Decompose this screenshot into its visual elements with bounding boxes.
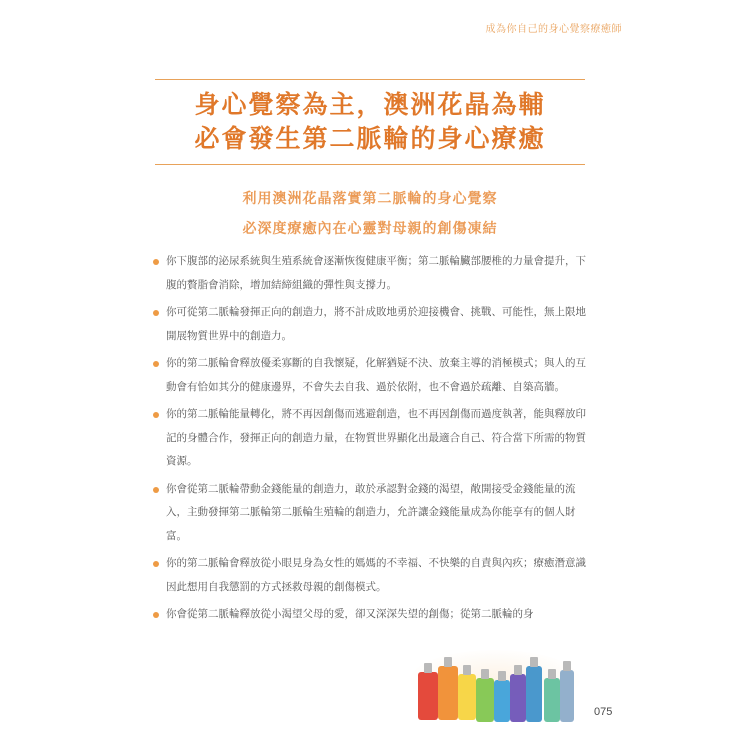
- list-item-text: 你會從第二脈輪帶動金錢能量的創造力，敢於承認對金錢的渴望，敞開接受金錢能量的流入，主動發揮第二脈輪第二脈輪生殖輪的創造力，允許讓金錢能量成為你能享有的個人財富。: [166, 482, 576, 542]
- essence-bottle: [510, 674, 526, 722]
- bottle-cap: [463, 665, 471, 675]
- list-item-text: 你的第二脈輪會釋放從小眼見身為女性的媽媽的不幸福、不快樂的自責與內疚；療癒潛意識因此想用自我懲罰的方式拯救母親的創傷模式。: [166, 557, 586, 593]
- bottle-cap: [563, 661, 571, 671]
- bottle-cap: [514, 665, 522, 675]
- list-item: [150, 250, 590, 297]
- list-item: [150, 403, 590, 474]
- essence-bottle: [494, 680, 510, 722]
- list-item-text: 你可從第二脈輪發揮正向的創造力，將不計成敗地勇於迎接機會、挑戰、可能性，無上限地開展物質世界中的創造力。: [166, 306, 586, 342]
- essence-bottle: [438, 666, 458, 720]
- bullet-dot-icon: [153, 561, 159, 567]
- list-item-text: 你的第二脈輪能量轉化，將不再因創傷而逃避創造，也不再因創傷而過度執著，能與釋放印記的身體合作，發揮正向的創造力量，在物質世界顯化出最適合自己、符合當下所需的物質資源。: [166, 408, 586, 467]
- bottle-cap: [481, 669, 489, 679]
- list-item: [150, 603, 590, 627]
- bottle-cap: [530, 657, 538, 667]
- list-item: [150, 478, 590, 549]
- essence-bottle: [526, 666, 542, 722]
- chapter-title-line-1: 身心覺察為主，澳洲花晶為輔: [194, 90, 546, 119]
- bottle-cap: [548, 669, 556, 679]
- list-item-text: 你的第二脈輪會釋放優柔寡斷的自我懷疑，化解猶疑不決、放棄主導的消極模式；與人的互動會有恰如其分的健康邊界，不會失去自我、過於依附，也不會過於疏離、自築高牆。: [166, 357, 586, 393]
- bullet-dot-icon: [153, 259, 159, 265]
- bullet-dot-icon: [153, 412, 159, 418]
- essence-bottle: [476, 678, 494, 722]
- bullet-dot-icon: [153, 310, 159, 316]
- list-item-text: 你會從第二脈輪釋放從小渴望父母的愛，卻又深深失望的創傷；從第二脈輪的身: [166, 608, 534, 620]
- list-item: [150, 352, 590, 399]
- bullet-dot-icon: [153, 361, 159, 367]
- list-item-text: 你下腹部的泌尿系統與生殖系統會逐漸恢復健康平衡；第二脈輪臟部腰椎的力量會提升，下腹的贅脂會消除，增加結締組織的彈性與支撐力。: [166, 255, 586, 291]
- bottle-cap: [498, 671, 506, 681]
- chapter-title-block: [155, 79, 585, 165]
- essence-bottle: [458, 674, 476, 720]
- subtitle-line-1: 利用澳洲花晶落實第二脈輪的身心覺察: [242, 191, 498, 207]
- bottle-cap: [444, 657, 452, 667]
- running-header: 成為你自己的身心覺察療癒師: [485, 24, 622, 35]
- chapter-title-line-2: 必會發生第二脈輪的身心療癒: [194, 124, 546, 153]
- flower-essence-bottles-image: [400, 650, 580, 730]
- benefit-list: [150, 250, 590, 631]
- bottle-cap: [424, 663, 432, 673]
- essence-bottle: [560, 670, 574, 722]
- essence-bottle: [418, 672, 438, 720]
- essence-bottle: [544, 678, 560, 722]
- bullet-dot-icon: [153, 612, 159, 618]
- subtitle-line-2: 必深度療癒內在心靈對母親的創傷凍結: [242, 221, 498, 237]
- bullet-dot-icon: [153, 487, 159, 493]
- list-item: [150, 552, 590, 599]
- list-item: [150, 301, 590, 348]
- page-number: 075: [594, 706, 613, 718]
